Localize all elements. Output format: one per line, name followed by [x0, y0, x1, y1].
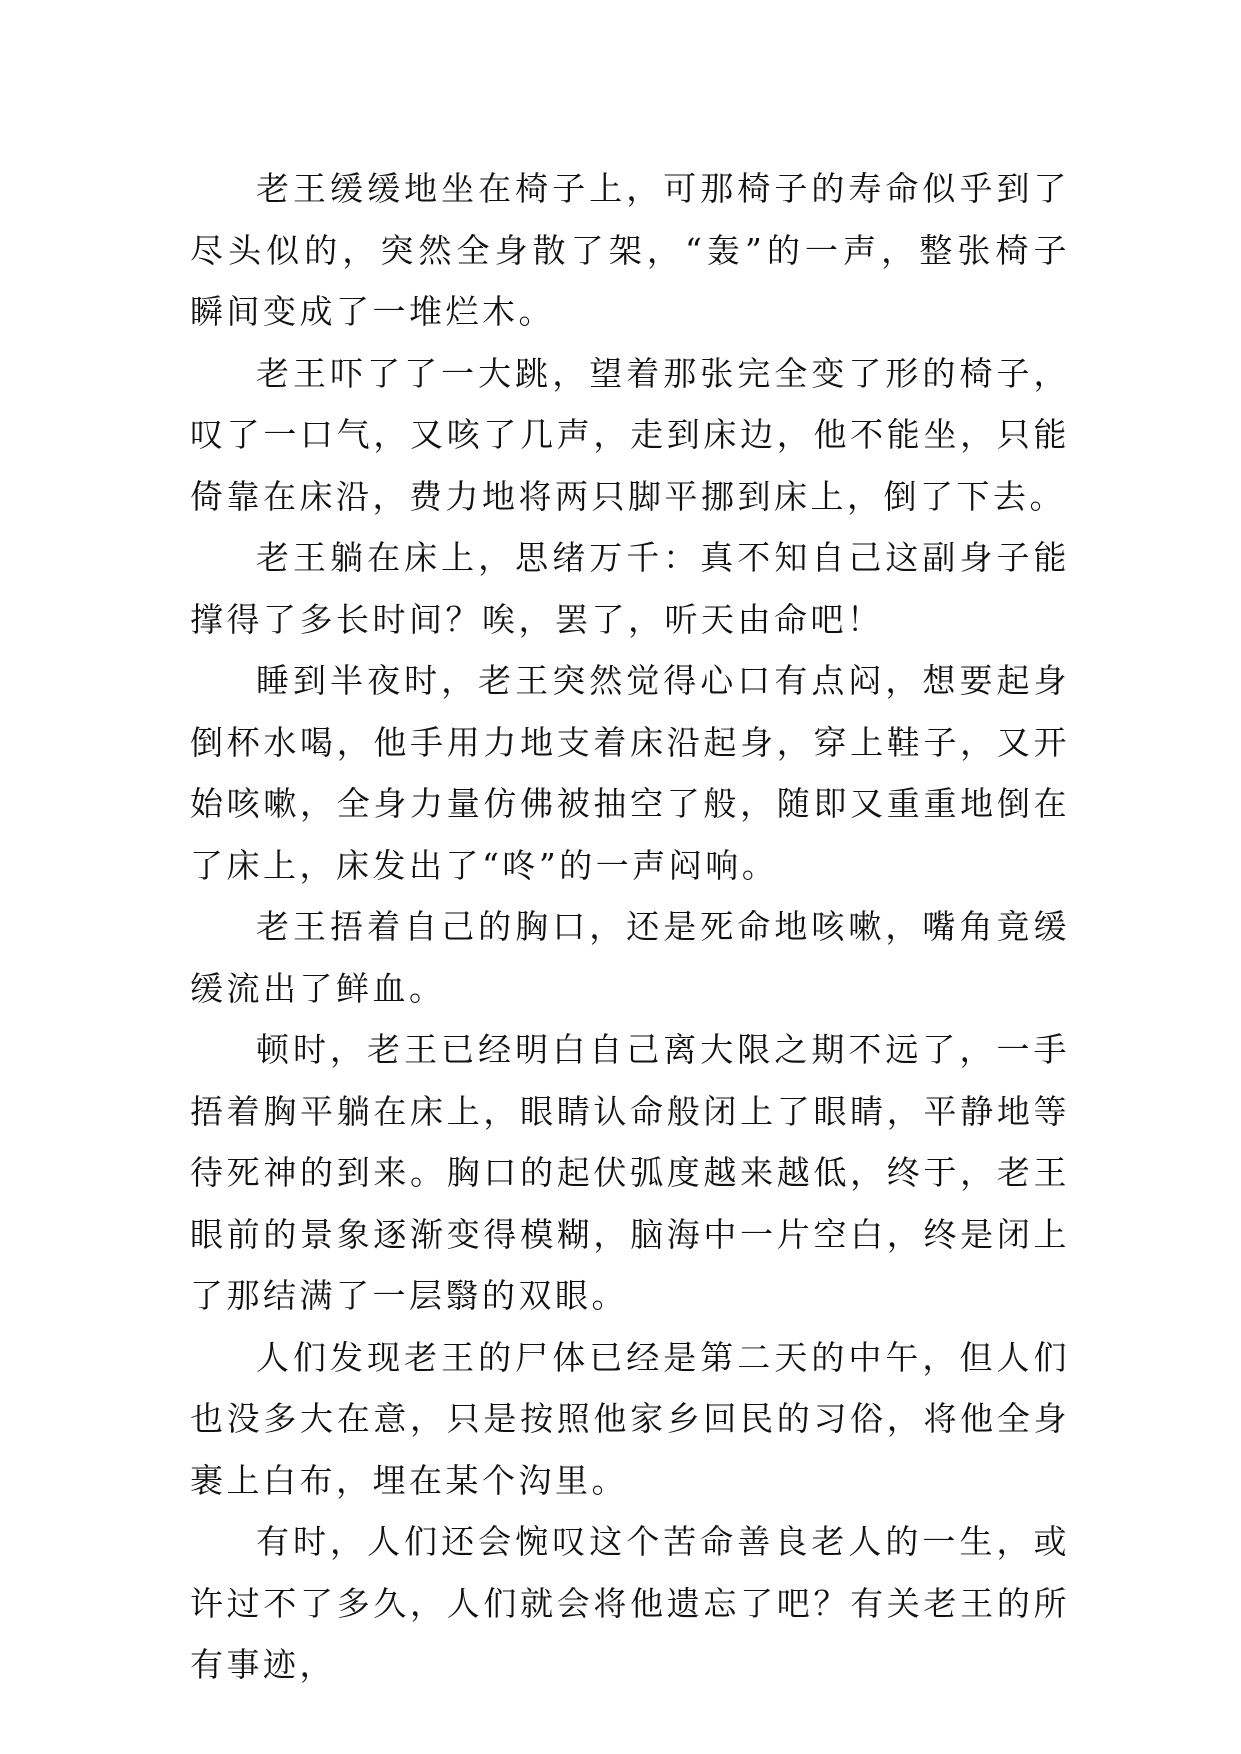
paragraph: 老王捂着自己的胸口，还是死命地咳嗽，嘴角竟缓缓流出了鲜血。 [190, 907, 1070, 1008]
paragraph: 老王吓了了一大跳，望着那张完全变了形的椅子，叹了一口气，又咳了几声，走到床边，他不能坐，只能倚靠在床沿，费力地将两只脚平挪到床上，倒了下去。 [190, 353, 1070, 516]
paragraph: 人们发现老王的尸体已经是第二天的中午，但人们也没多大在意，只是按照他家乡回民的习俗，将他全身裹上白布，埋在某个沟里。 [190, 1337, 1070, 1500]
paragraph: 顿时，老王已经明白自己离大限之期不远了，一手捂着胸平躺在床上，眼睛认命般闭上了眼睛，平静地等待死神的到来。胸口的起伏弧度越来越低，终于，老王眼前的景象逐渐变得模糊，脑海中一片空白，终是闭上了那结满了一层翳的双眼。 [190, 1030, 1070, 1315]
paragraph: 老王躺在床上，思绪万千：真不知自己这副身子能撑得了多长时间？唉，罢了，听天由命吧！ [190, 538, 1070, 639]
document-body [190, 158, 1070, 1696]
paragraph: 睡到半夜时，老王突然觉得心口有点闷，想要起身倒杯水喝，他手用力地支着床沿起身，穿上鞋子，又开始咳嗽，全身力量仿佛被抽空了般，随即又重重地倒在了床上，床发出了“咚”的一声闷响。 [190, 661, 1070, 885]
paragraph: 有时，人们还会惋叹这个苦命善良老人的一生，或许过不了多久，人们就会将他遗忘了吧？有关老王的所有事迹， [190, 1522, 1070, 1684]
paragraph: 老王缓缓地坐在椅子上，可那椅子的寿命似乎到了尽头似的，突然全身散了架，“轰”的一声，整张椅子瞬间变成了一堆烂木。 [190, 169, 1070, 331]
